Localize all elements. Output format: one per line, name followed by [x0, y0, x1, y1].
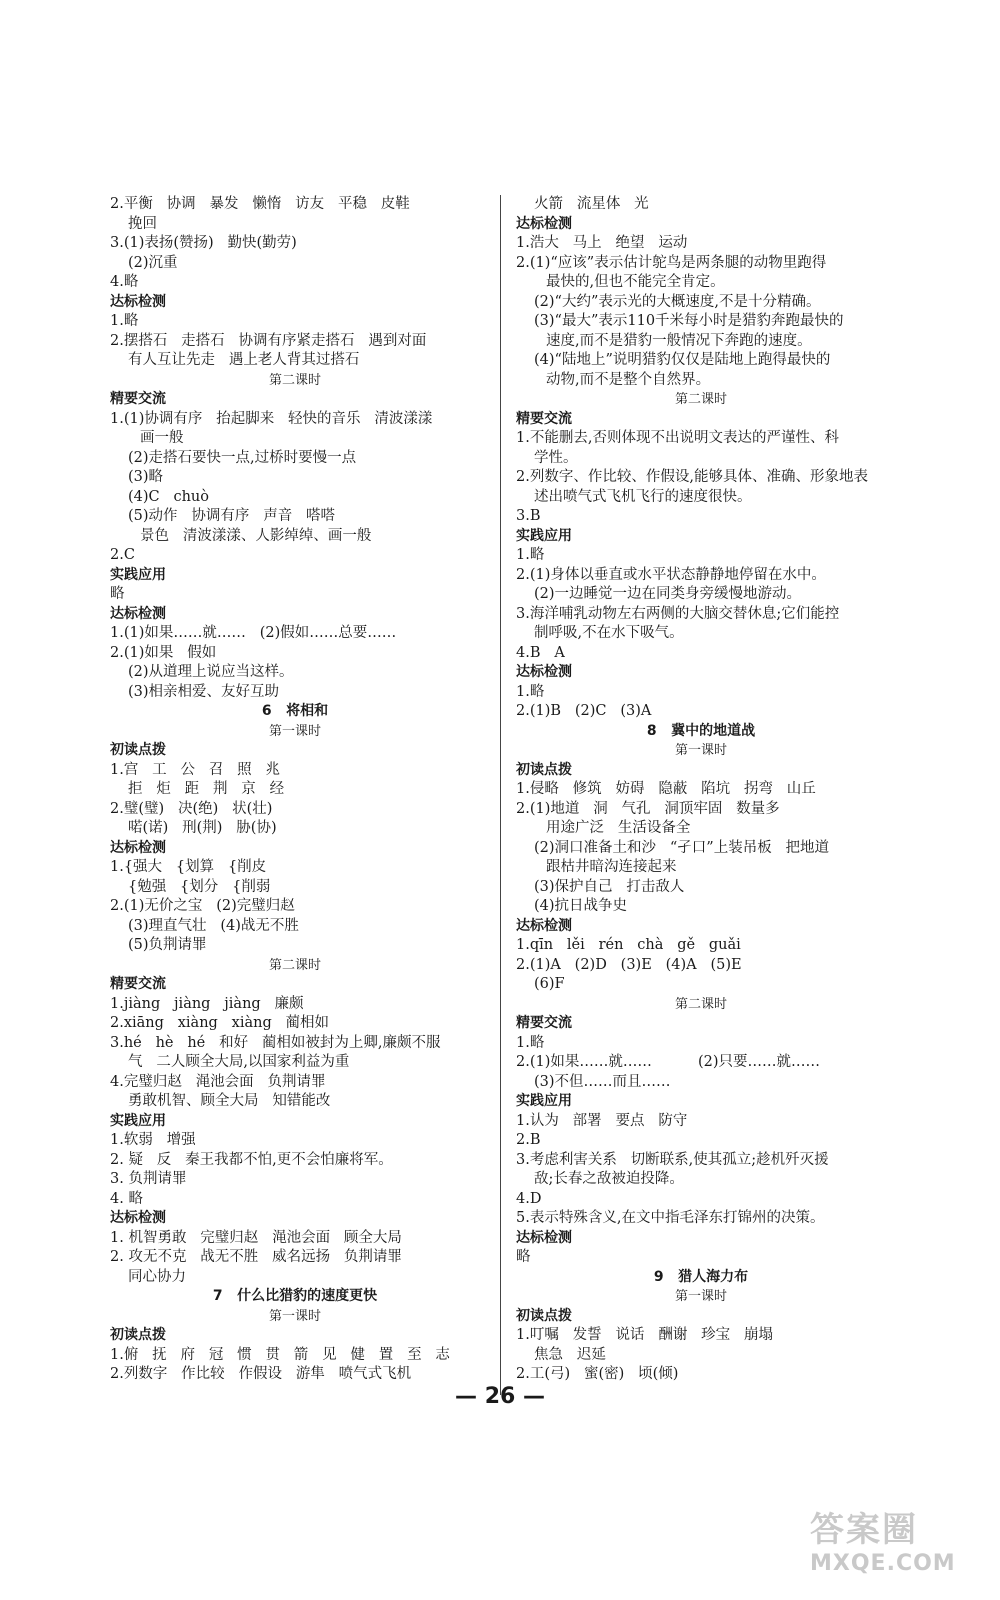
answer-line: 1.(1)协调有序 抬起脚来 轻快的音乐 清波漾漾 [110, 410, 433, 427]
answer-line: (4)“陆地上”说明猎豹仅仅是陆地上跑得最快的 [534, 352, 831, 368]
answer-line: 焦急 迟延 [534, 1346, 606, 1363]
answer-line: (4)C chuò [128, 488, 209, 505]
answer-line: 用途广泛 生活设备全 [546, 820, 691, 836]
lesson-title: 7 什么比猎豹的速度更快 [212, 1288, 378, 1304]
answer-line: (2)洞口准备土和沙 “孑口”上装吊板 把地道 [534, 839, 830, 856]
answer-line: 有人互让先走 遇上老人背其过搭石 [128, 352, 360, 368]
answer-line: (3)“最大”表示110千米每小时是猎豹奔跑最快的 [534, 313, 844, 329]
section-heading: 精要交流 [516, 410, 572, 427]
answer-line: 火箭 流星体 光 [534, 196, 649, 212]
answer-line: 1.(1)如果……就…… (2)假如……总要…… [110, 625, 397, 641]
lesson-period: 第二课时 [268, 957, 321, 973]
answer-line: 1.软弱 增强 [110, 1132, 196, 1148]
answer-line: 3.hé hè hé 和好 蔺相如被封为上卿,廉颇不服 [110, 1034, 441, 1051]
answer-line: 2.平衡 协调 暴发 懒惰 访友 平稳 皮鞋 [110, 196, 410, 212]
answer-line: (3)保护自己 打击敌人 [534, 878, 685, 895]
answer-line: 挽回 [128, 215, 157, 232]
section-heading: 初读点拨 [516, 1307, 572, 1324]
answer-line: 1.略 [516, 1034, 545, 1051]
answer-line: 4.完璧归赵 渑池会面 负荆请罪 [110, 1073, 326, 1090]
answer-line: 2.(1)“应该”表示估计鸵鸟是两条腿的动物里跑得 [516, 254, 827, 271]
answer-line: 1.侵略 修筑 妨碍 隐蔽 陷坑 拐弯 山丘 [516, 781, 816, 797]
answer-line: 3.B [516, 508, 541, 524]
answer-line: 动物,而不是整个自然界。 [546, 371, 711, 388]
section-heading: 达标检测 [110, 839, 166, 856]
answer-line: 景色 清波漾漾、人影绰绰、画一般 [140, 527, 372, 544]
answer-line: 3.海洋哺乳动物左右两侧的大脑交替休息;它们能控 [516, 605, 840, 622]
answer-line: {勉强 {划分 {削弱 [128, 878, 271, 895]
answer-line: 1.略 [516, 683, 545, 700]
answer-line: 2.(1)无价之宝 (2)完璧归赵 [110, 898, 295, 914]
watermark-text-bottom: MXQE.COM [810, 1551, 956, 1576]
answer-line: 气 二人顾全大局,以国家利益为重 [128, 1054, 350, 1070]
answer-line: 1.浩大 马上 绝望 运动 [516, 235, 688, 251]
answer-line: 2.列数字、作比较、作假设,能够具体、准确、形象地表 [516, 469, 868, 485]
right-column [516, 195, 886, 1385]
answer-line: 拒 炬 距 荆 京 经 [128, 781, 285, 797]
answer-line: (5)负荆请罪 [128, 937, 207, 953]
answer-line: 1.宫 工 公 召 照 兆 [110, 761, 280, 778]
section-heading: 初读点拨 [516, 761, 572, 778]
answer-line: 2.C [110, 547, 135, 563]
answer-line: 2.B [516, 1132, 541, 1148]
answer-line: 2.工(弓) 蜜(密) 顷(倾) [516, 1366, 679, 1382]
section-heading: 精要交流 [110, 391, 166, 407]
section-heading: 实践应用 [110, 566, 166, 583]
answer-line: 1.{强大 {划算 {削皮 [110, 859, 267, 875]
lesson-period: 第一课时 [268, 723, 321, 739]
answer-line: (2)从道理上说应当这样。 [128, 664, 294, 680]
section-heading: 达标检测 [516, 1229, 572, 1246]
left-column [110, 195, 480, 1385]
answer-line: 2.(1)如果……就…… (2)只要……就…… [516, 1054, 821, 1070]
section-heading: 达标检测 [110, 1210, 166, 1226]
answer-line: 5.表示特殊含义,在文中指毛泽东打锦州的决策。 [516, 1210, 825, 1226]
answer-line: 2.xiāng xiàng xiàng 蔺相如 [110, 1015, 330, 1031]
answer-line: 速度,而不是猎豹一般情况下奔跑的速度。 [546, 332, 812, 349]
section-heading: 精要交流 [516, 1015, 572, 1031]
answer-line: 1.略 [516, 547, 545, 563]
answer-line: 2.璧(璧) 决(绝) 状(壮) [110, 800, 273, 817]
answer-line: 4. 略 [110, 1190, 143, 1207]
answer-line: (2)一边睡觉一边在同类身旁缓慢地游动。 [534, 586, 802, 602]
section-heading: 达标检测 [110, 293, 166, 310]
answer-line: 4.D [516, 1190, 542, 1207]
answer-line: 1.略 [110, 313, 139, 329]
answer-line: 2.(1)身体以垂直或水平状态静静地停留在水中。 [516, 566, 826, 583]
section-heading: 达标检测 [110, 605, 166, 622]
answer-line: 同心协力 [128, 1268, 186, 1285]
answer-line: 3. 负荆请罪 [110, 1171, 187, 1187]
answer-line: 2. 疑 反 秦王我都不怕,更不会怕廉将军。 [110, 1151, 393, 1168]
answer-line: 1.jiàng jiàng jiàng 廉颇 [110, 995, 304, 1012]
answer-line: 3.(1)表扬(赞扬) 勤快(勤劳) [110, 235, 297, 251]
lesson-period: 第一课时 [674, 743, 727, 758]
answer-line: 学性。 [534, 449, 578, 466]
answer-line: 最快的,但也不能完全肯定。 [546, 274, 725, 290]
answer-line: 勇敢机智、顾全大局 知错能改 [128, 1093, 331, 1109]
section-heading: 初读点拨 [110, 742, 166, 758]
section-heading: 达标检测 [516, 917, 572, 934]
page-number: — 26 — [455, 1384, 545, 1409]
answer-line: 2.列数字 作比较 作假设 游隼 喷气式飞机 [110, 1366, 412, 1382]
section-heading: 达标检测 [516, 664, 572, 680]
lesson-period: 第一课时 [268, 1308, 321, 1324]
answer-line: (2)“大约”表示光的大概速度,不是十分精确。 [534, 293, 821, 310]
lesson-period: 第二课时 [674, 996, 727, 1012]
answer-line: 跟枯井暗沟连接起来 [546, 859, 677, 875]
watermark-text-top: 答案圈 [810, 1510, 918, 1550]
section-heading: 实践应用 [516, 1093, 572, 1109]
answer-line: (4)抗日战争史 [534, 898, 628, 914]
answer-line: (3)相亲相爱、友好互助 [128, 683, 280, 700]
answer-line: 喏(诺) 刑(荆) 胁(协) [128, 820, 277, 836]
answer-line: 1.不能删去,否则体现不出说明文表达的严谨性、科 [516, 430, 839, 446]
answer-line: 敌;长春之敌被迫投降。 [534, 1171, 684, 1187]
lesson-period: 第二课时 [674, 392, 727, 407]
section-heading: 初读点拨 [110, 1327, 166, 1343]
lesson-period: 第一课时 [674, 1289, 727, 1304]
answer-line: 4.B A [516, 644, 565, 661]
answer-line: (6)F [534, 976, 565, 992]
answer-line: 2.摆搭石 走搭石 协调有序紧走搭石 遇到对面 [110, 332, 427, 349]
watermark-logo [810, 1510, 990, 1590]
answer-line: 制呼吸,不在水下吸气。 [534, 625, 684, 641]
answer-line: 4.略 [110, 274, 139, 290]
answer-line: 1.叮嘱 发誓 说话 酬谢 珍宝 崩塌 [516, 1327, 773, 1343]
column-divider [500, 195, 501, 1395]
answer-line: (5)动作 协调有序 声音 嗒嗒 [128, 508, 336, 524]
answer-line: 2.(1)B (2)C (3)A [516, 703, 652, 719]
answer-line: (3)理直气壮 (4)战无不胜 [128, 917, 299, 934]
section-heading: 实践应用 [516, 527, 572, 544]
answer-line: 2. 攻无不克 战无不胜 威名远扬 负荆请罪 [110, 1249, 402, 1265]
answer-line: 略 [516, 1249, 531, 1265]
answer-line: 述出喷气式飞机飞行的速度很快。 [534, 488, 752, 505]
answer-line: 2.(1)如果 假如 [110, 644, 217, 661]
answer-line: 画一般 [140, 430, 184, 446]
answer-line: (3)不但……而且…… [534, 1073, 671, 1090]
answer-line: 3.考虑利害关系 切断联系,使其孤立;趁机歼灭援 [516, 1151, 829, 1168]
answer-line: 1.qīn lěi rén chà gě guǎi [516, 937, 741, 953]
answer-line: (2)沉重 [128, 254, 178, 271]
answer-line: (2)走搭石要快一点,过桥时要慢一点 [128, 449, 357, 466]
lesson-title: 9 猎人海力布 [653, 1268, 749, 1285]
lesson-period: 第二课时 [268, 372, 321, 388]
answer-line: 略 [110, 586, 125, 602]
section-heading: 达标检测 [516, 215, 572, 232]
lesson-title: 8 冀中的地道战 [646, 722, 756, 739]
answer-line: (3)略 [128, 469, 164, 485]
answer-line: 2.(1)地道 洞 气孔 洞顶牢固 数量多 [516, 800, 780, 817]
section-heading: 实践应用 [110, 1112, 166, 1129]
answer-line: 2.(1)A (2)D (3)E (4)A (5)E [516, 956, 742, 973]
section-heading: 精要交流 [110, 976, 166, 992]
answer-line: 1.认为 部署 要点 防守 [516, 1112, 688, 1129]
answer-line: 1.俯 抚 府 冠 惯 贯 箭 见 健 置 至 志 [110, 1346, 450, 1363]
answer-line: 1. 机智勇敢 完璧归赵 渑池会面 顾全大局 [110, 1229, 402, 1246]
lesson-title: 6 将相和 [261, 703, 329, 719]
